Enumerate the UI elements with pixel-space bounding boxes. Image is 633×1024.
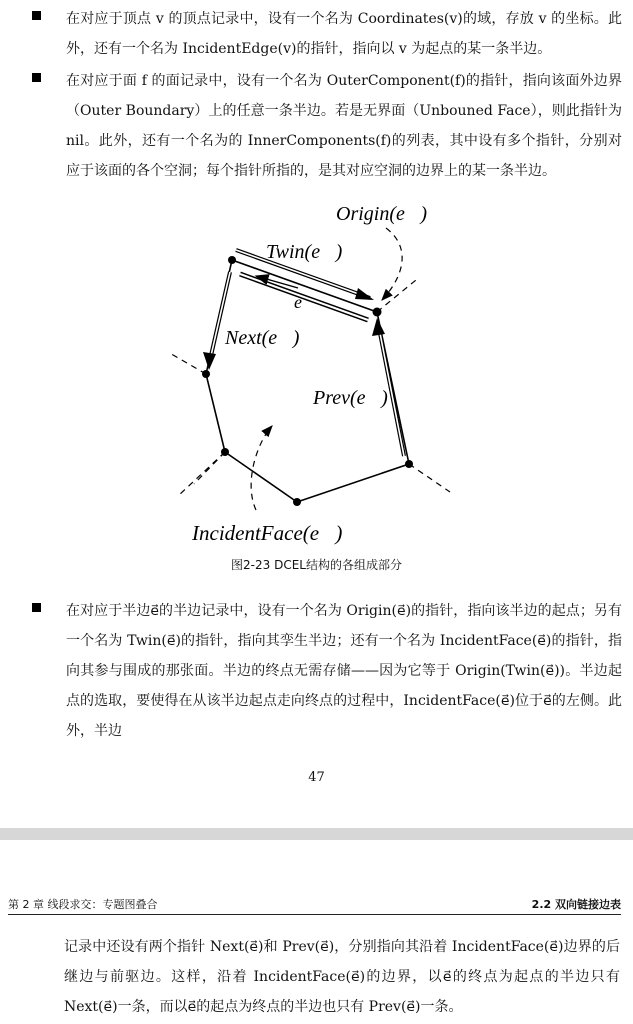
page-48 <box>0 840 633 1024</box>
bullet-square-icon <box>32 73 41 82</box>
section-title: 2.2 双向链接边表 <box>531 898 621 911</box>
body-paragraph: 记录中还设有两个指针 Next(e⃗)和 Prev(e⃗)，分别指向其沿着 IncidentFace(e⃗)边界的后继边与前驱边。这样，沿着 IncidentFace(e⃗)的边界，以e⃗的终点为起点的半边只有 Next(e⃗)一条，而以e⃗的起点为终点的半边也只有 Prev(e⃗)一条。 <box>64 939 620 1015</box>
origin-pointer <box>382 228 402 300</box>
incident-face-pointer <box>251 426 272 510</box>
bullet-vertex-record <box>32 4 622 64</box>
page-number: 47 <box>308 770 325 785</box>
bullet-halfedge-record <box>32 596 622 746</box>
dcel-svg <box>148 188 478 558</box>
bullet-square-icon <box>32 11 41 20</box>
label-e: e⃗ <box>294 292 316 312</box>
bullet-text: 在对应于半边e⃗的半边记录中，设有一个名为 Origin(e⃗)的指针，指向该半边的起点；另有一个名为 Twin(e⃗)的指针，指向其孪生半边；还有一个名为 IncidentFace(e⃗)的指针，指向其参与围成的那张面。半边的终点无需存储——因为它等于 Origin(Twin(e⃗))。半边起点的选取，要使得在从该半边起点走向终点的过程中，IncidentFace(e⃗)位于e⃗的左侧。此外，半边 <box>66 603 622 739</box>
bullet-face-record <box>32 66 622 186</box>
figure-caption: 图2-23 DCEL结构的各组成部分 <box>231 558 402 572</box>
label-prev: Prev(e⃗) <box>313 387 388 409</box>
label-incident-face: IncidentFace(e⃗) <box>192 521 343 545</box>
running-header <box>8 894 621 915</box>
bullet-square-icon <box>32 603 41 612</box>
bullet-text: 在对应于顶点 v 的顶点记录中，设有一个名为 Coordinates(v)的域，存放 v 的坐标。此外，还有一个名为 IncidentEdge(v)的指针，指向以 v 为起点的某一条半边。 <box>66 11 622 57</box>
dcel-diagram <box>148 188 478 558</box>
bullet-text: 在对应于面 f 的面记录中，设有一个名为 OuterComponent(f)的指针，指向该面外边界（Outer Boundary）上的任意一条半边。若是无界面（Unbouned Face），则此指针为 nil。此外，还有一个名为的 InnerComponents(f)的列表，其中设有多个指针，分别对应于该面的各个空洞；每个指针所指的，是其对应空洞的边界上的某一条半边。 <box>66 73 622 179</box>
label-origin: Origin(e⃗) <box>336 203 428 225</box>
page-separator <box>0 828 633 840</box>
label-next: Next(e⃗) <box>225 327 300 349</box>
next-arrow <box>203 272 230 370</box>
label-twin: Twin(e⃗) <box>266 241 343 263</box>
chapter-title: 第 2 章 线段求交：专题图叠合 <box>8 898 158 911</box>
